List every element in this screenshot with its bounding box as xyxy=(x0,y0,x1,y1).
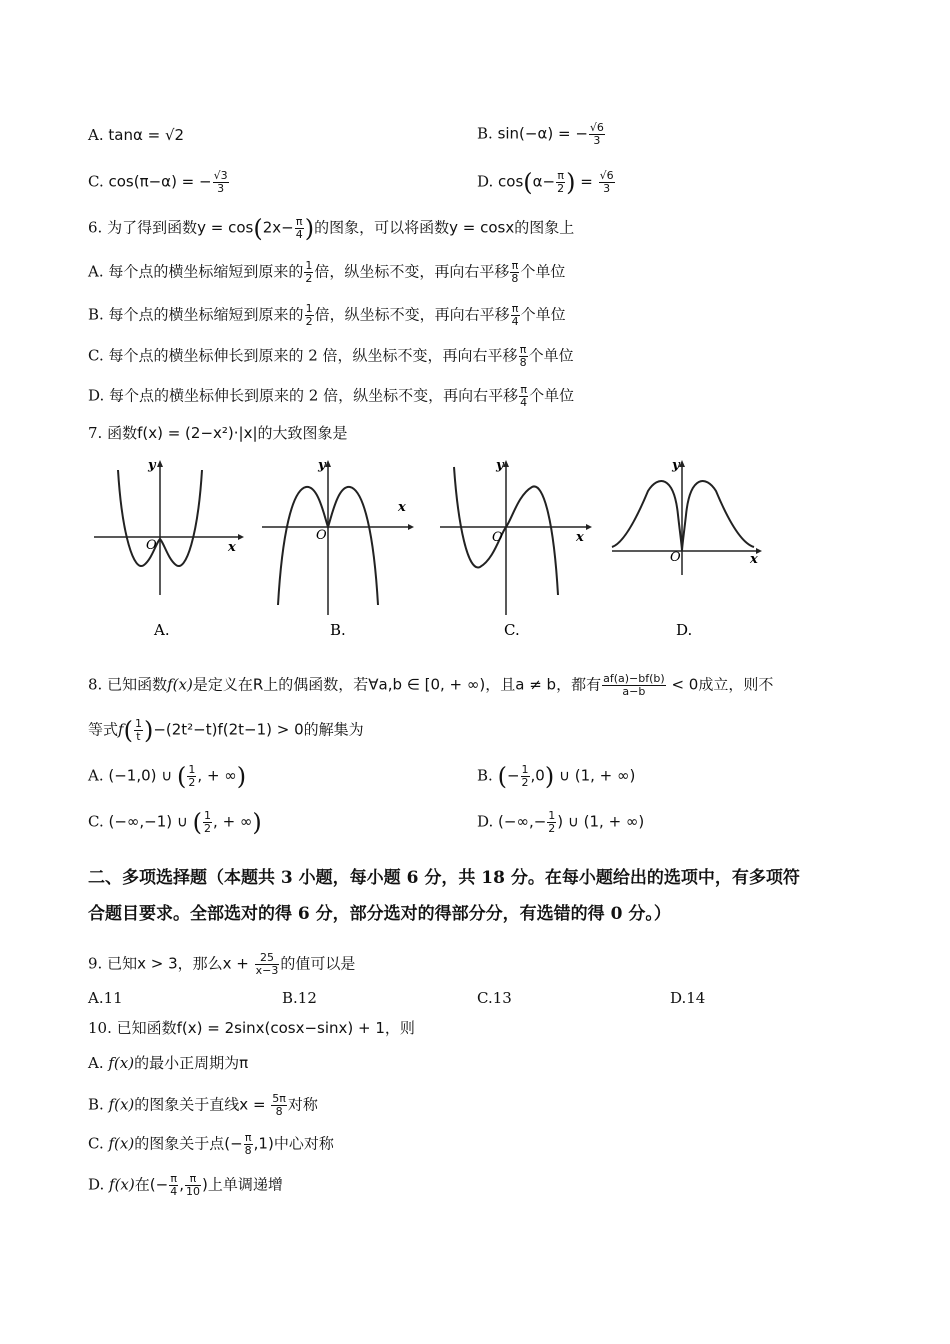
q9-option-d: D.14 xyxy=(670,989,706,1007)
stem-text: 6. 为了得到函数 xyxy=(88,218,198,237)
paren-open: ( xyxy=(177,762,187,791)
fraction xyxy=(511,303,520,328)
q10-option-d xyxy=(88,1173,283,1198)
curve xyxy=(612,481,754,551)
option-text: 中心对称 xyxy=(273,1134,334,1153)
numerator: π xyxy=(520,383,527,396)
q9-option-a: A.11 xyxy=(88,989,123,1007)
fraction xyxy=(134,718,143,743)
denominator: 2 xyxy=(305,315,313,328)
option-text: 上单调递增 xyxy=(207,1175,283,1194)
option-label: C. xyxy=(88,812,109,831)
denominator: 8 xyxy=(519,356,527,369)
math-expr: f(x) xyxy=(109,1175,135,1194)
origin-label: O xyxy=(492,530,503,545)
x-arrow-icon xyxy=(238,534,244,540)
math-expr: = xyxy=(575,172,598,191)
math-expr: 2x− xyxy=(262,218,294,237)
math-expr: , xyxy=(179,1175,184,1194)
q8-option-c xyxy=(88,810,262,835)
option-text: 个单位 xyxy=(529,386,575,405)
fraction xyxy=(510,260,519,285)
numerator: 1 xyxy=(134,717,142,730)
denominator: 4 xyxy=(511,315,519,328)
paren-open: ( xyxy=(253,214,263,243)
paren-open: ( xyxy=(192,808,203,837)
fraction xyxy=(519,384,528,409)
denominator: 3 xyxy=(217,182,225,195)
y-label: y xyxy=(148,458,156,473)
paren-open: ( xyxy=(123,716,133,745)
fraction xyxy=(255,952,280,977)
fraction xyxy=(185,1173,201,1198)
graph-b xyxy=(258,455,433,650)
math-expr: x = xyxy=(239,1095,271,1114)
denominator: 3 xyxy=(593,134,601,147)
denominator: 8 xyxy=(244,1144,252,1157)
math-expr: R xyxy=(252,675,264,694)
option-text: A. 每个点的横坐标缩短到原来的 xyxy=(88,262,304,281)
option-label: D. xyxy=(88,1175,110,1194)
math-expr: f(x) xyxy=(108,1054,135,1072)
denominator: 4 xyxy=(520,396,528,409)
q5-option-d xyxy=(477,170,616,195)
denominator: 2 xyxy=(548,822,556,835)
q5-option-b xyxy=(477,122,606,147)
option-label: B. xyxy=(477,766,498,785)
math-expr: , + ∞ xyxy=(213,812,253,831)
stem-text: ，都有 xyxy=(556,675,602,694)
fraction xyxy=(519,344,528,369)
option-text: 倍，纵坐标不变，再向右平移 xyxy=(314,262,510,281)
q8-option-d xyxy=(477,810,644,835)
q10-option-c xyxy=(88,1132,334,1157)
y-arrow-icon xyxy=(157,460,163,467)
numerator: 1 xyxy=(521,763,529,776)
stem-text: ，且 xyxy=(485,675,516,694)
y-label: y xyxy=(496,458,504,473)
denominator: a−b xyxy=(622,685,646,698)
option-label: B. xyxy=(88,1095,109,1114)
math-expr: f xyxy=(118,720,124,739)
math-expr: ,0 xyxy=(530,766,545,785)
math-expr: y = cosx xyxy=(449,218,515,237)
q6-option-c xyxy=(88,344,574,369)
option-label: A. xyxy=(88,766,109,785)
math-expr: f(x) = 2sinx(cosx−sinx) + 1 xyxy=(176,1019,385,1037)
option-text: 对称 xyxy=(287,1095,318,1114)
option-label: C. xyxy=(88,1134,109,1153)
q5-option-c xyxy=(88,170,230,195)
numerator: 1 xyxy=(305,302,313,315)
stem-text: 上的偶函数，若 xyxy=(263,675,369,694)
option-text: 的最小正周期为 xyxy=(134,1054,240,1072)
stem-text: 的值可以是 xyxy=(280,954,356,973)
section-heading-line2: 合题目要求。全部选对的得 6 分，部分选对的得部分分，有选错的得 0 分。） xyxy=(88,904,671,924)
denominator: 2 xyxy=(521,776,529,789)
option-text: 个单位 xyxy=(520,262,566,281)
fraction xyxy=(521,764,530,789)
numerator: √3 xyxy=(213,169,228,182)
option-label: D. xyxy=(477,172,499,191)
numerator: π xyxy=(511,302,519,315)
x-arrow-icon xyxy=(586,524,592,530)
denominator: 3 xyxy=(603,182,611,195)
option-label: D. xyxy=(477,812,499,831)
math-expr: < 0 xyxy=(666,675,699,694)
numerator: √6 xyxy=(599,169,614,182)
q6-stem xyxy=(88,216,574,241)
denominator: x−3 xyxy=(255,964,279,977)
numerator: π xyxy=(295,215,303,228)
x-label: x xyxy=(576,530,584,545)
numerator: 1 xyxy=(305,259,313,272)
fraction xyxy=(599,170,615,195)
fraction xyxy=(213,170,229,195)
q6-option-d xyxy=(88,384,574,409)
math-expr: cos xyxy=(498,172,524,191)
y-label: y xyxy=(318,458,326,473)
math-expr: x > 3 xyxy=(137,954,178,973)
math-expr: cos(π−α) = − xyxy=(108,172,212,191)
q8-stem-line2 xyxy=(88,718,364,743)
q9-stem xyxy=(88,952,355,977)
denominator: 2 xyxy=(204,822,212,835)
denominator: 8 xyxy=(511,272,519,285)
numerator: 25 xyxy=(255,952,280,965)
q6-option-a xyxy=(88,260,565,285)
graph-c xyxy=(436,455,604,650)
graph-a xyxy=(90,455,250,650)
origin-label: O xyxy=(316,528,327,543)
q10-stem xyxy=(88,1017,415,1039)
numerator: √6 xyxy=(589,121,604,134)
math-expr: (− xyxy=(149,1175,169,1194)
paren-close: ) xyxy=(252,808,262,837)
paren-open: ( xyxy=(523,168,533,197)
stem-text: 8. 已知函数 xyxy=(88,675,168,694)
math-expr: − xyxy=(506,766,520,785)
math-expr: (−∞,− xyxy=(498,812,547,831)
graph-label: C. xyxy=(504,621,520,639)
stem-text: 7. 函数 xyxy=(88,424,138,442)
y-label: y xyxy=(672,458,680,473)
math-expr: sin(−α) = − xyxy=(497,124,588,143)
paren-close: ) xyxy=(566,168,576,197)
y-arrow-icon xyxy=(503,460,509,467)
math-expr: f(x) xyxy=(108,1134,135,1153)
q9-option-c: C.13 xyxy=(477,989,512,1007)
fraction xyxy=(304,260,313,285)
stem-text: ，那么 xyxy=(177,954,223,973)
option-label: A. xyxy=(88,126,109,144)
math-expr: π xyxy=(239,1054,249,1072)
stem-text: 的大致图象是 xyxy=(257,424,348,442)
option-text: 个单位 xyxy=(528,346,574,365)
fraction xyxy=(556,170,565,195)
numerator: π xyxy=(170,1172,177,1185)
stem-text: 10. 已知函数 xyxy=(88,1019,177,1037)
numerator: 1 xyxy=(548,809,556,822)
paren-close: ) xyxy=(143,716,154,745)
numerator: 5π xyxy=(272,1092,286,1105)
math-expr: ,1) xyxy=(253,1134,274,1153)
x-arrow-icon xyxy=(408,524,414,530)
math-expr: ) xyxy=(201,1175,208,1194)
paren-close: ) xyxy=(304,214,315,243)
y-arrow-icon xyxy=(325,460,331,467)
numerator: af(a)−bf(b) xyxy=(603,672,665,685)
stem-text: 9. 已知 xyxy=(88,954,138,973)
option-text: D. 每个点的横坐标伸长到原来的 2 倍，纵坐标不变，再向右平移 xyxy=(88,386,519,405)
numerator: 1 xyxy=(188,763,196,776)
graph-label: A. xyxy=(154,621,170,639)
stem-text: 是定义在 xyxy=(192,675,253,694)
fraction xyxy=(589,122,605,147)
q8-stem-line1 xyxy=(88,673,773,698)
q9-option-b: B.12 xyxy=(282,989,317,1007)
fraction xyxy=(244,1132,253,1157)
y-arrow-icon xyxy=(679,460,685,467)
denominator: 4 xyxy=(170,1185,178,1198)
fraction xyxy=(169,1173,178,1198)
numerator: π xyxy=(511,259,519,272)
option-text: 个单位 xyxy=(520,305,566,324)
denominator: 2 xyxy=(188,776,196,789)
fraction xyxy=(203,810,212,835)
section-heading-line1: 二、多项选择题（本题共 3 小题，每小题 6 分，共 18 分。在每小题给出的选项中，有多项符 xyxy=(88,868,800,888)
stem-text: ，则 xyxy=(384,1019,415,1037)
q10-option-b xyxy=(88,1093,318,1118)
math-expr: f(x) xyxy=(108,1095,135,1114)
q7-stem xyxy=(88,422,348,444)
option-text: B. 每个点的横坐标缩短到原来的 xyxy=(88,305,304,324)
denominator: 4 xyxy=(295,228,303,241)
numerator: π xyxy=(244,1131,252,1144)
q10-option-a xyxy=(88,1052,248,1074)
stem-text: 的图象上 xyxy=(514,218,575,237)
stem-text: 等式 xyxy=(88,720,119,739)
graph-label: D. xyxy=(676,621,693,639)
fraction xyxy=(187,764,196,789)
option-text: 倍，纵坐标不变，再向右平移 xyxy=(314,305,510,324)
math-expr: f(x) xyxy=(167,675,193,694)
math-expr: α− xyxy=(532,172,556,191)
stem-text: 成立，则不 xyxy=(698,675,774,694)
math-expr: y = cos xyxy=(197,218,254,237)
stem-text: 的图象，可以将函数 xyxy=(314,218,450,237)
denominator: 2 xyxy=(305,272,313,285)
q6-option-b xyxy=(88,303,566,328)
x-label: x xyxy=(398,500,406,515)
math-expr: −(2t²−t)f(2t−1) > 0 xyxy=(153,720,304,739)
math-expr: ) ∪ (1, + ∞) xyxy=(557,812,645,831)
denominator: 10 xyxy=(185,1185,200,1198)
numerator: 1 xyxy=(204,809,212,822)
denominator: t xyxy=(136,730,141,743)
numerator: π xyxy=(519,343,527,356)
numerator: π xyxy=(557,169,564,182)
option-label: B. xyxy=(477,124,498,143)
option-label: A. xyxy=(88,1054,109,1072)
math-expr: (−1,0) ∪ xyxy=(108,766,178,785)
math-expr: f(x) = (2−x²)·|x| xyxy=(137,424,258,442)
paren-open: ( xyxy=(497,762,507,791)
paren-close: ) xyxy=(236,762,247,791)
math-expr: ∀a,b ∈ [0, + ∞) xyxy=(368,675,486,694)
x-label: x xyxy=(750,552,758,567)
option-text: 的图象关于点 xyxy=(134,1134,225,1153)
numerator: π xyxy=(185,1173,201,1186)
origin-label: O xyxy=(146,538,157,553)
fraction xyxy=(271,1093,287,1118)
graph-d xyxy=(608,455,768,650)
fraction xyxy=(602,673,666,698)
paren-close: ) xyxy=(544,762,555,791)
option-text: 在 xyxy=(134,1175,150,1194)
math-expr: (− xyxy=(224,1134,243,1153)
math-expr: ∪ (1, + ∞) xyxy=(554,766,636,785)
fraction xyxy=(547,810,556,835)
stem-text: 的解集为 xyxy=(303,720,364,739)
math-expr: x + xyxy=(222,954,254,973)
q8-option-a xyxy=(88,764,246,789)
math-expr: (−∞,−1) ∪ xyxy=(108,812,193,831)
option-label: C. xyxy=(88,172,109,191)
denominator: 8 xyxy=(275,1105,283,1118)
math-expr: , + ∞ xyxy=(197,766,237,785)
q8-option-b xyxy=(477,764,635,789)
x-label: x xyxy=(228,540,236,555)
fraction xyxy=(305,303,314,328)
graph-label: B. xyxy=(330,621,346,639)
option-text: C. 每个点的横坐标伸长到原来的 2 倍，纵坐标不变，再向右平移 xyxy=(88,346,518,365)
option-text: 的图象关于直线 xyxy=(134,1095,240,1114)
math-expr: a ≠ b xyxy=(515,675,557,694)
origin-label: O xyxy=(670,550,681,565)
q5-option-a xyxy=(88,124,184,146)
denominator: 2 xyxy=(557,182,565,195)
fraction xyxy=(295,216,304,241)
math-expr: tanα = √2 xyxy=(108,126,185,144)
